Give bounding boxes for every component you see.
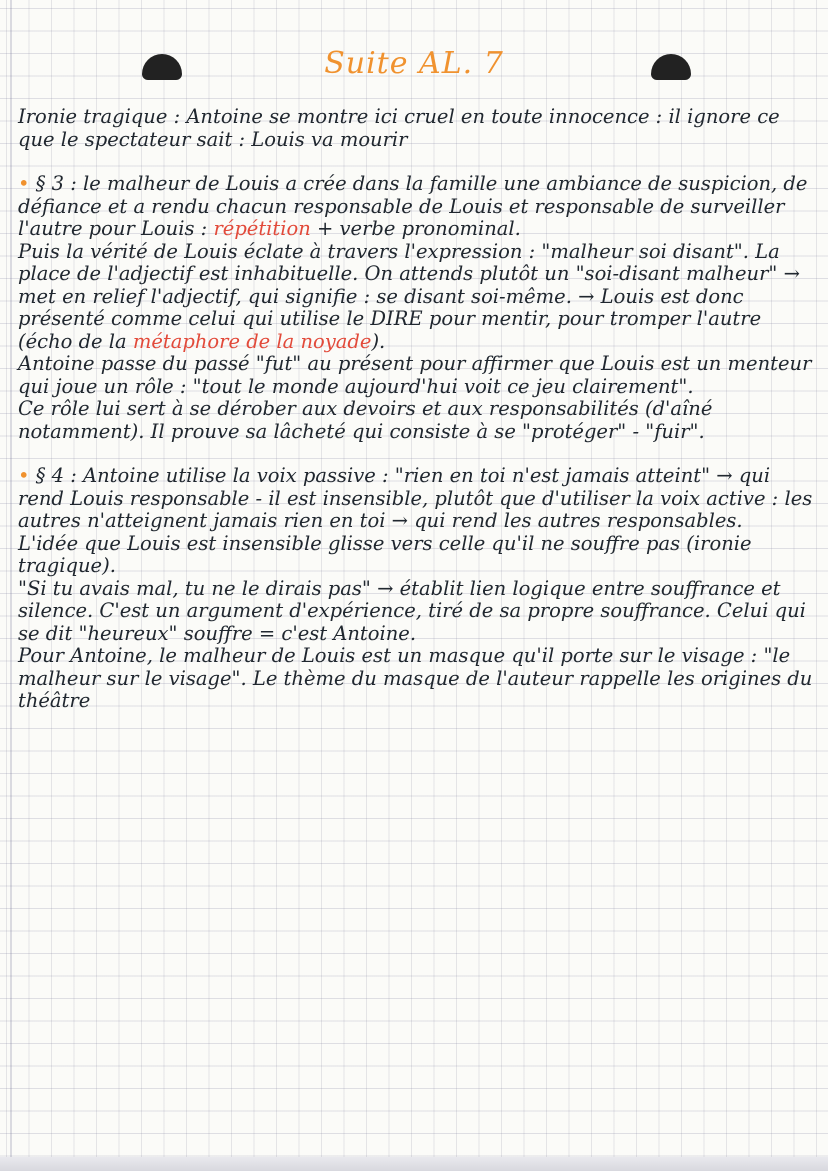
paragraph-role: Ce rôle lui sert à se dérober aux devoirs et aux responsabilités (d'aîné notamment). Il prouve sa lâcheté qui consiste à se "protéger" - "fuir".: [18, 397, 713, 443]
paragraph-verite-tail: ).: [371, 329, 386, 353]
paragraph-masque: Pour Antoine, le malheur de Louis est un masque qu'il porte sur le visage : "le malheur sur le visage". Le thème du masque de l'auteur rappelle les origines du théâtre: [18, 644, 813, 712]
paragraph-section-3-text: § 3 : le malheur de Louis a crée dans la famille une ambiance de suspicion, de défiance et a rendu chacun responsable de Louis et responsable de surveiller l'autre pour Louis :: [18, 172, 808, 240]
paragraph-passe-present: Antoine passe du passé "fut" au présent pour affirmer que Louis est un menteur qui joue un rôle : "tout le monde aujourd'hui voit ce jeu clairement".: [18, 352, 812, 398]
page-bottom-edge: [0, 1157, 828, 1171]
paragraph-section-4-text: § 4 : Antoine utilise la voix passive : "rien en toi n'est jamais atteint" → qui rend Louis responsable - il est insensible, plutôt que d'utiliser la voix active : les autres n'atteignent jamais rien en toi → qui rend les autres responsables.: [18, 464, 813, 532]
bullet-icon: •: [18, 464, 30, 487]
paragraph-verite: [18, 241, 818, 354]
paragraph-section-3-tail: + verbe pronominal.: [310, 217, 521, 240]
page-title: Suite AL. 7: [324, 46, 504, 81]
paragraph-ironie: Ironie tragique : Antoine se montre ici cruel en toute innocence : il ignore ce que le spectateur sait : Louis va mourir: [18, 105, 780, 151]
bullet-icon: •: [18, 172, 30, 195]
margin-line: [10, 0, 12, 1171]
paragraph-insensible: L'idée que Louis est insensible glisse vers celle qu'il ne souffre pas (ironie tragique).: [18, 531, 752, 577]
paragraph-souffrance: "Si tu avais mal, tu ne le dirais pas" → établit lien logique entre souffrance et silence. C'est un argument d'expérience, tiré de sa propre souffrance. Celui qui se dit "heureux" souffre = c'est Antoine.: [18, 576, 806, 645]
handwritten-notes: [18, 106, 818, 713]
paragraph-section-4: [18, 465, 818, 533]
highlight-repetition: répétition: [213, 217, 311, 240]
highlight-metaphore: métaphore de la noyade: [132, 329, 372, 353]
paragraph-section-3: [18, 173, 818, 241]
paragraph-verite-text: Puis la vérité de Louis éclate à travers l'expression : "malheur soi disant". La place de l'adjectif est inhabituelle. On attends plutôt un "soi-disant malheur" → met en relief l'adjectif, qui signifie : se disant soi-même. → Louis est donc présenté comme celui qui utilise le DIRE pour mentir, pour tromper l'autre (écho de la: [18, 239, 800, 353]
